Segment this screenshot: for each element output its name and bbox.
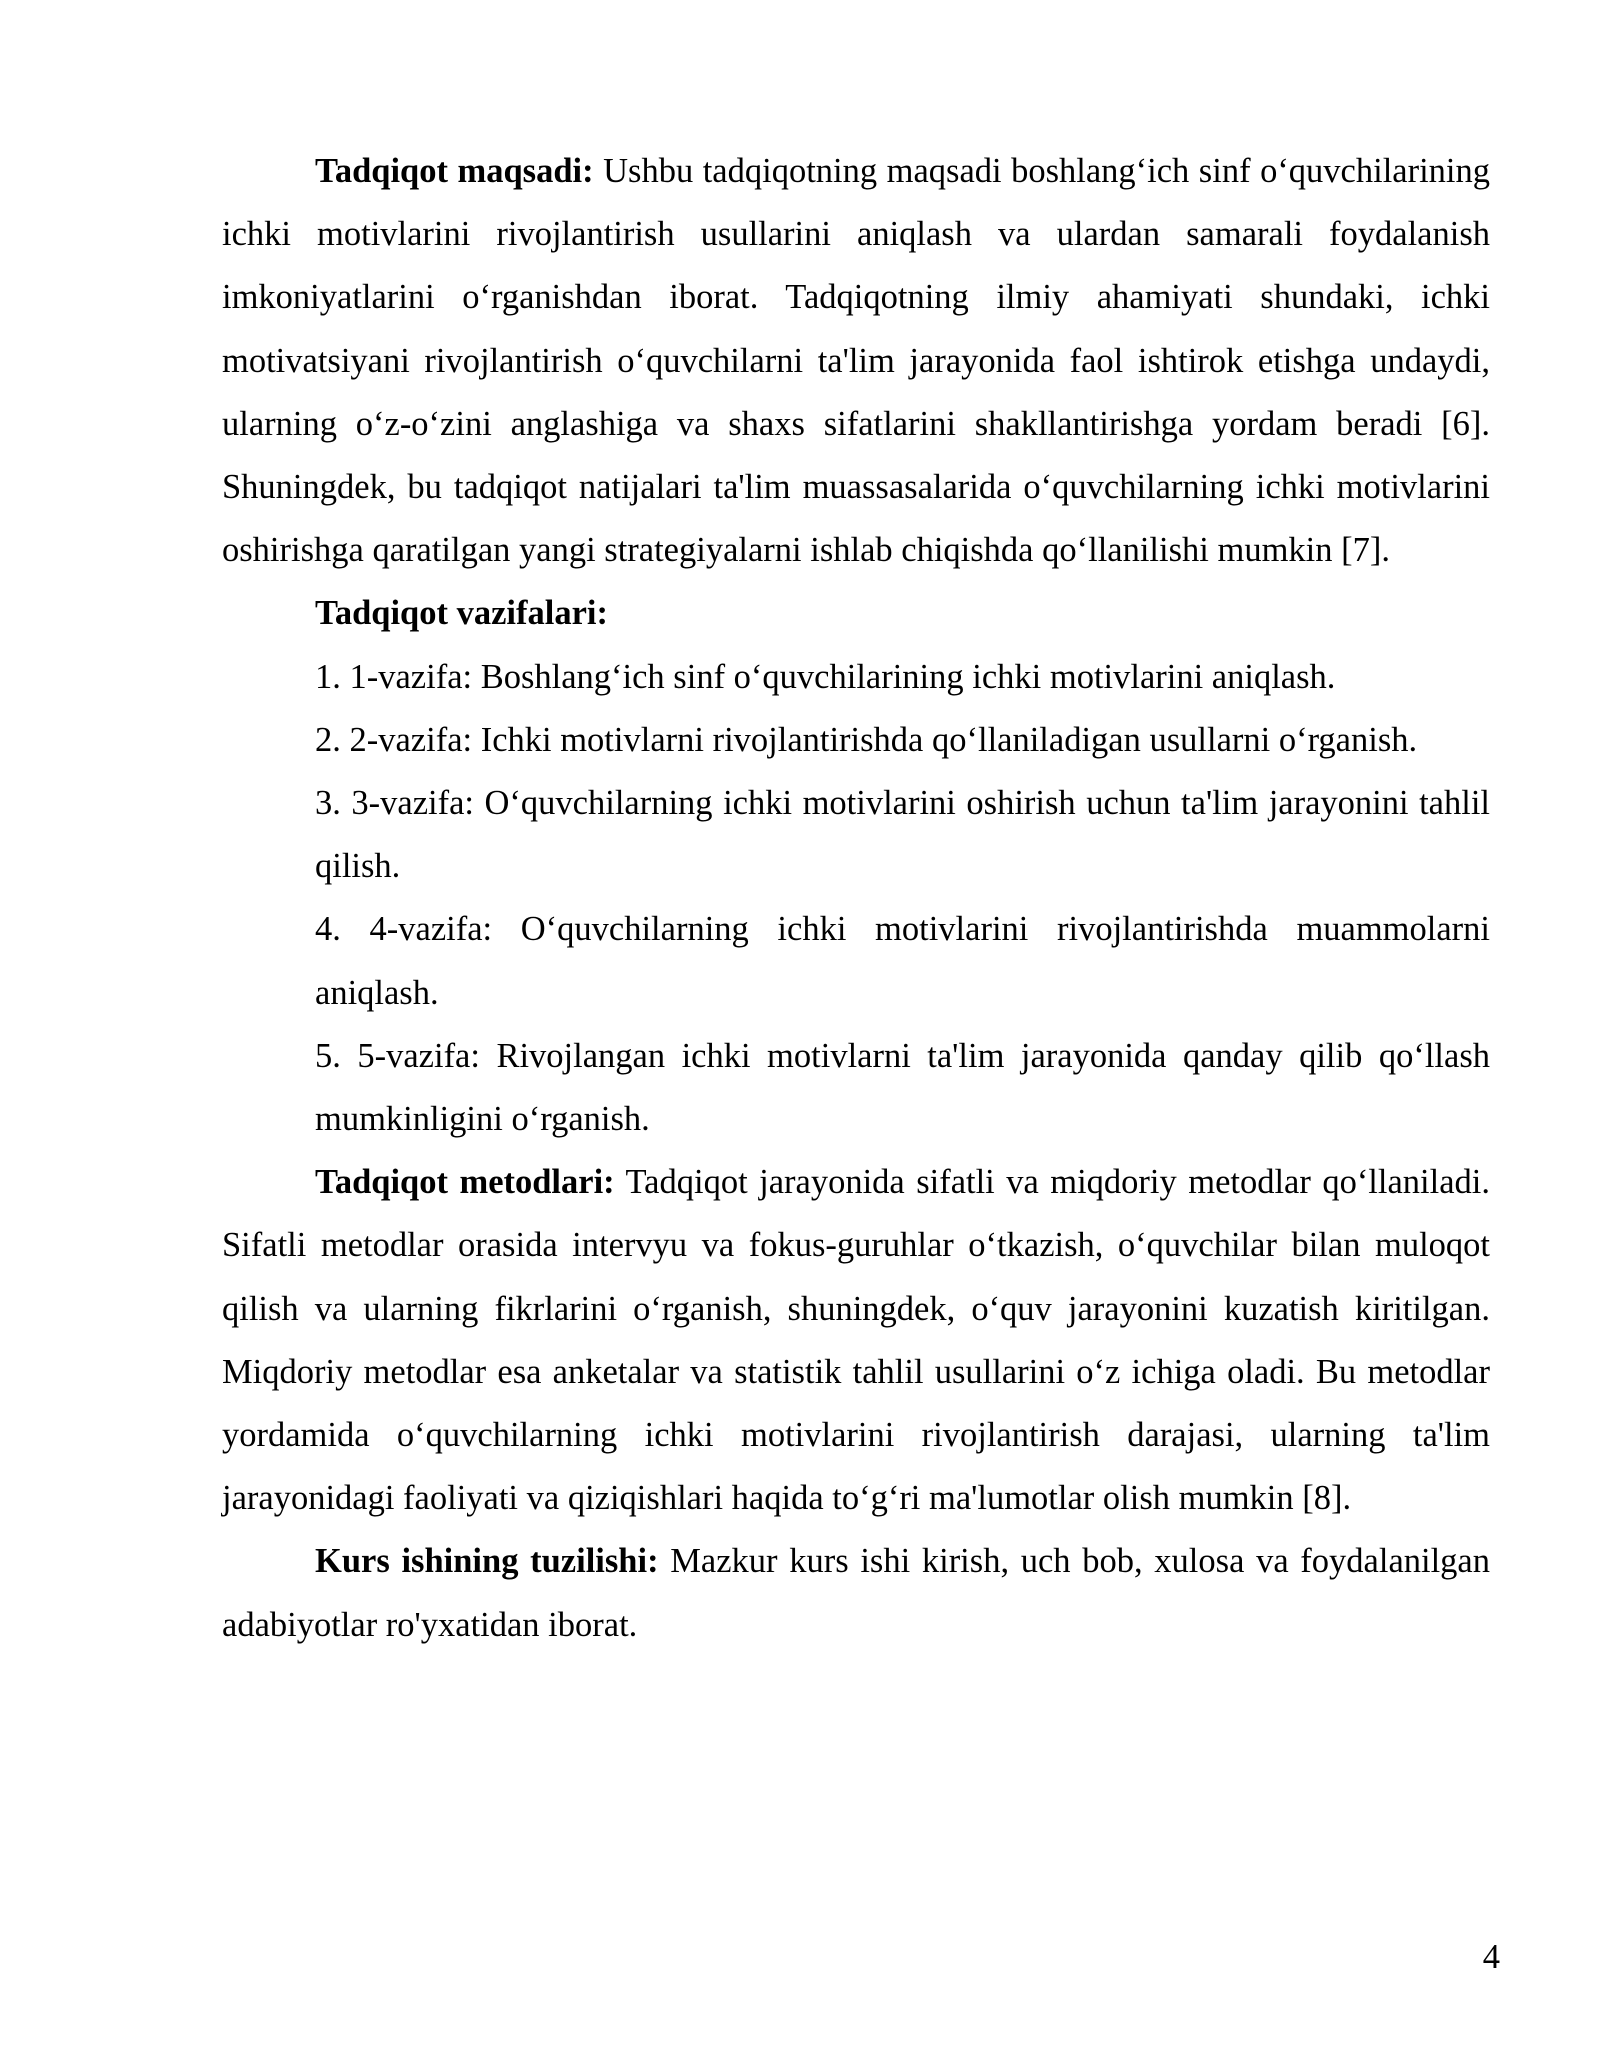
heading-research-methods: Tadqiqot metodlari: bbox=[315, 1163, 615, 1202]
task-item-4: 4. 4-vazifa: O‘quvchilarning ichki motivlarini rivojlantirishda muammolarni aniqlash. bbox=[315, 910, 1490, 1012]
task-item-1: 1. 1-vazifa: Boshlang‘ich sinf o‘quvchilarining ichki motivlarini aniqlash. bbox=[315, 657, 1336, 696]
page-number: 4 bbox=[1482, 1938, 1500, 1976]
paragraph-research-methods bbox=[222, 1151, 1490, 1530]
task-item-2: 2. 2-vazifa: Ichki motivlarni rivojlantirishda qo‘llaniladigan usullarni o‘rganish. bbox=[315, 720, 1418, 759]
heading-research-tasks bbox=[222, 582, 1490, 645]
text-course-structure: Mazkur kurs ishi kirish, uch bob, xulosa va foydalanilgan adabiyotlar ro'yxatidan iborat. bbox=[222, 1542, 1490, 1644]
document-page bbox=[222, 140, 1490, 1657]
task-item-3: 3. 3-vazifa: O‘quvchilarning ichki motivlarini oshirish uchun ta'lim jarayonini tahlil qilish. bbox=[315, 784, 1490, 886]
heading-research-tasks-label: Tadqiqot vazifalari: bbox=[315, 594, 608, 633]
text-research-methods: Tadqiqot jarayonida sifatli va miqdoriy metodlar qo‘llaniladi. Sifatli metodlar orasida intervyu va fokus-guruhlar o‘tkazish, o‘quvchilar bilan muloqot qilish va ularning fikrlarini o‘rganish, shuningdek, o‘quv jarayonini kuzatish kiritilgan. Miqdoriy metodlar esa anketalar va statistik tahlil usullarini o‘z ichiga oladi. Bu metodlar yordamida o‘quvchilarning ichki motivlarini rivojlantirish darajasi, ularning ta'lim jarayonidagi faoliyati va qiziqishlari haqida to‘g‘ri ma'lumotlar olish mumkin [8]. bbox=[222, 1163, 1490, 1518]
paragraph-course-structure bbox=[222, 1530, 1490, 1656]
heading-research-goal: Tadqiqot maqsadi: bbox=[315, 152, 594, 190]
heading-course-structure: Kurs ishining tuzilishi: bbox=[315, 1542, 659, 1581]
text-research-goal: Ushbu tadqiqotning maqsadi boshlang‘ich sinf o‘quvchilarining ichki motivlarini rivojlantirish usullarini aniqlash va ulardan samarali foydalanish imkoniyatlarini o‘rganishdan iborat. Tadqiqotning ilmiy ahamiyati shundaki, ichki motivatsiyani rivojlantirish o‘quvchilarni ta'lim jarayonida faol ishtirok etishga undaydi, ularning o‘z-o‘zini anglashiga va shaxs sifatlarini shakllantirishga yordam beradi [6]. Shuningdek, bu tadqiqot natijalari ta'lim muassasalarida o‘quvchilarning ichki motivlarini oshirishga qaratilgan yangi strategiyalarni ishlab chiqishda qo‘llanilishi mumkin [7]. bbox=[222, 152, 1491, 570]
task-item-5: 5. 5-vazifa: Rivojlangan ichki motivlarni ta'lim jarayonida qanday qilib qo‘llash mumkinligini o‘rganish. bbox=[315, 1036, 1490, 1139]
paragraph-research-goal bbox=[222, 140, 1490, 582]
